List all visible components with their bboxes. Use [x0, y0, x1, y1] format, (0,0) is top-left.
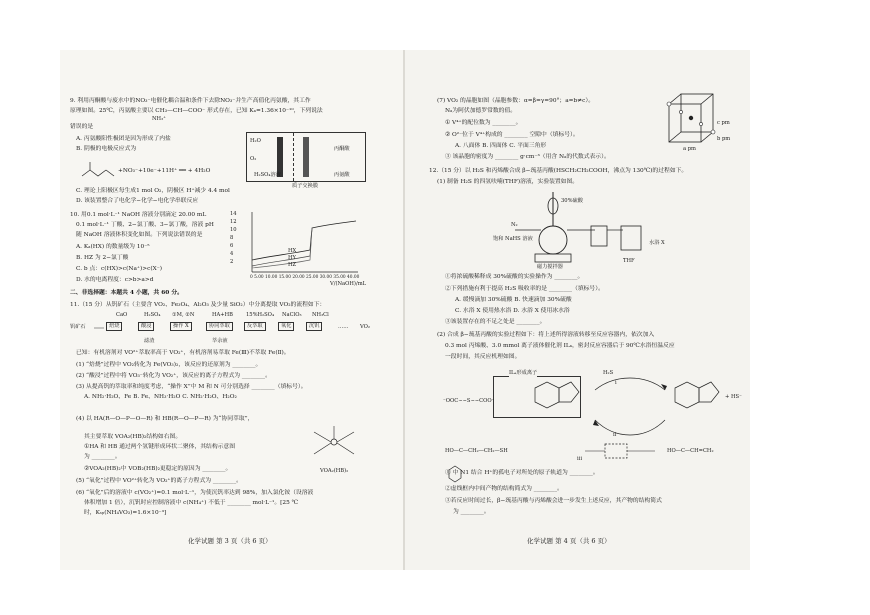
voab-structure: [304, 420, 364, 466]
flow-step-1: 焙烧: [106, 322, 122, 331]
q11-p6b: 体积增加 1 倍），沉钒时应控制溶液中 c(NH₄⁺) 不低于 ________ mol·L⁻¹。[25 ℃: [84, 500, 299, 506]
mech-h2s: H₂S: [603, 370, 614, 376]
q11-p4c: ①HA 和 HB 通过两个氢键形成环状二聚体，其结构示意图: [84, 444, 236, 450]
q12-q1: ① 中 N1 结合 H⁺的孤电子对所处的原子轨道为 ________。: [445, 470, 599, 476]
q10-line3: 随 NaOH 溶液体积变化如图。下列说法错误的是: [76, 232, 203, 238]
flow-top-1: H₂SO₄: [144, 312, 161, 318]
mech-step-i: i: [615, 380, 617, 386]
flow-top-0: CaO: [116, 312, 128, 318]
q12-item1: ①将浓硫酸稀释成 30%硫酸的实验操作为 ________。: [445, 274, 584, 280]
flow-step-2: 酸浸: [138, 322, 154, 331]
flow-step-7: 沉钒: [306, 322, 322, 331]
q10-option-a: A. Kₐ(HX) 的数量级为 10⁻⁵: [76, 244, 150, 250]
q11-known: 已知：有机溶剂对 VO²⁺萃取率高于 VO₂⁺，有机溶剂易萃取 Fe(Ⅲ)不萃取 Fe(Ⅱ)。: [76, 350, 290, 356]
flow-step-9: VO₂: [360, 324, 370, 330]
q12-item2-options1: A. 缓慢滴加 30%硫酸 B. 快速滴加 30%硫酸: [455, 297, 572, 303]
left-footer: 化学试题 第 3 页（共 6 页）: [188, 537, 272, 545]
q12-p2c: 一段时间，其反应机理如图。: [445, 354, 521, 360]
q11-p4b: 其主要萃取 VOA₂(HB)₂结构如右图。: [84, 434, 182, 440]
fig-pyruvate-label: 丙酮酸: [334, 146, 350, 152]
unit-cell-figure: [663, 90, 723, 148]
q11-p4e: ②VOA₂(HB)₂中 VOB₂(HB)₂更稳定的原因为 ________。: [84, 466, 232, 472]
q10-option-b: B. HZ 为 2−氯丁酸: [76, 255, 129, 261]
mechanism-scheme: [515, 380, 750, 470]
q11-p3-options: A. NH₂·H₂O、Fe B. Fe、NH₃·H₂O C. NH₂·H₂O、H₂O₂: [84, 394, 237, 400]
flow-step-3: 操作 X: [170, 322, 192, 331]
q7-item1: ① V⁴⁺的配位数为 ________。: [445, 120, 522, 126]
flow-bottom-0: 滤渣: [144, 338, 155, 344]
q11-p4d: 为 ________。: [84, 454, 121, 460]
flow-step-5: 反萃取: [244, 322, 266, 331]
graph-hx-label: HX: [288, 248, 297, 254]
right-page: [405, 50, 750, 570]
cell-b-label: b pm: [717, 136, 731, 142]
fig-caption: 质子交换膜: [292, 183, 318, 189]
app-thf-label: THF: [623, 258, 635, 264]
mech-hs: + HS⁻: [725, 394, 742, 400]
fig-h2so4-label: H₂SO₄溶液: [254, 172, 281, 178]
q11-p4a: (4) 以 HA(R—O—P—O—R) 和 HB(R—O—P—R) 为“协同萃取”，: [76, 416, 254, 422]
mech-left-anion: ⁻OOC∼∼S∼∼COO⁻: [443, 398, 495, 404]
proton-membrane: [293, 133, 295, 181]
q12-line1: 12.（15 分）以 H₂S 和丙烯酸合成 β−巯基丙酸(HSCH₂CH₂COOH，沸点为 130℃)的过程如下。: [429, 168, 688, 174]
mech-step-ii: ii: [613, 432, 617, 438]
flow-top-2: ①M, ②N: [172, 312, 195, 318]
q9-equation: +NO₃⁻+10e⁻+11H⁺ ══ + 4H₂O: [118, 168, 211, 174]
section-2-heading: 二、非选择题：本题共 4 小题，共 60 分。: [70, 290, 183, 296]
curve-hy: [252, 228, 312, 266]
q12-p2a: (2) 合成 β−巯基丙酸的实验过程如下：将上述所得溶液转移至反应容器内，依次加入: [437, 332, 655, 338]
q7-item2-options: A. 八面体 B. 四面体 C. 平面三角形: [455, 143, 547, 149]
flow-top-3: HA+HB: [212, 312, 233, 318]
q11-p1: (1) “焙烧”过程中 VO₂转化为 Fe(VO₃)₂，该反应的还原剂为 ________。: [76, 362, 262, 368]
q9-nh3: NH₃⁺: [152, 116, 166, 122]
q10-option-d: D. 水的电离程度：c>b>a>d: [76, 277, 154, 283]
fig-o2-label: O₂: [250, 156, 257, 162]
q12-q2: ②虚线框内中间产物的结构简式为 ________。: [445, 486, 563, 492]
anode-electrode: [277, 137, 283, 177]
flow-step-8: ……: [338, 324, 349, 330]
q9-line3: 错误的是: [70, 124, 94, 130]
app-nahs-label: 饱和 NaHS 溶液: [493, 236, 533, 242]
app-stirrer-label: 磁力搅拌器: [537, 264, 563, 270]
flow-top-4: 15%H₂SO₄: [246, 312, 275, 318]
q11-p6c: 时，Kₛₚ(NH₄VO₃)=1.6×10⁻³]: [84, 510, 167, 516]
pyruvate-structure: [80, 158, 120, 182]
flow-step-0: 钒矿石: [70, 324, 86, 330]
mech-acrylic: HO—C—CH=CH₂: [667, 448, 714, 454]
q9-option-a: A. 丙氨酸阳性极团是因为形成了内盐: [76, 136, 171, 142]
left-page: [60, 50, 405, 570]
app-n2-label: N₂: [511, 222, 518, 228]
mech-step-iii: iii: [577, 456, 582, 462]
curve-hz: [252, 228, 312, 268]
flow-bottom-1: 萃余液: [212, 338, 228, 344]
fig-h2o-label: H₂O: [250, 138, 261, 144]
q11-line1: 11.（15 分）从钒矿石（主要含 VO₂、Fe₃O₄、Al₂O₃ 及少量 SiO₂）中分离提取 VO₂的流程如下：: [70, 302, 326, 308]
curve-hx: [252, 221, 356, 260]
q11-p6a: (6) “氧化”后的溶液中 c(VO₂⁺)=0.1 mol·L⁻¹，为使沉钒率达到 98%，加入氯化铵（设溶液: [76, 490, 314, 496]
q10-option-c: C. b 点：c(HX)>c(Na⁺)>c(X⁻): [76, 266, 163, 272]
q12-item2-options2: C. 水浴 X 使用热水浴 D. 水浴 X 使用冰水浴: [455, 308, 570, 314]
graph-x-ticks: 0 5.00 10.00 15.00 20.00 25.00 30.00 35.00 40.00: [250, 275, 360, 280]
q9-option-c: C. 理论上阳极区每生成1 mol O₂，阴极区 H⁺减少 4.4 mol: [76, 188, 230, 194]
q7-item2: ② O²⁻位于 V⁴⁺构成的 ________ 空隙中（填标号）。: [445, 132, 579, 138]
q9-option-d: D. 该装置整合了电化学−化学−电化学串联反应: [76, 198, 199, 204]
fig-alanine-label: 丙氨酸: [334, 172, 350, 178]
q10-line2: 0.1 mol·L⁻¹ 丁酸、2−氯丁酸、3−氯丁酸，溶液 pH: [76, 222, 214, 228]
right-footer: 化学试题 第 4 页（共 6 页）: [527, 537, 611, 545]
graph-hz-label: HZ: [288, 262, 297, 268]
q12-line2: (1) 制备 H₂S 的四氢呋喃(THF)溶液，实验装置如图。: [437, 179, 579, 185]
q12-item3: ③该装置存在的不足之处是 ________。: [445, 319, 546, 325]
graph-hy-label: HY: [288, 255, 296, 261]
q12-q3b: 为 ________。: [453, 509, 490, 515]
flow-top-6: NH₃Cl: [312, 312, 329, 318]
voab-label: VOA₂(HB)₂: [320, 468, 349, 474]
app-water-label: 水浴 X: [649, 240, 665, 246]
cell-c-label: c pm: [717, 120, 730, 126]
app-acid-label: 30%硫酸: [561, 198, 583, 204]
flow-top-5: NaClO₃: [282, 312, 302, 318]
q7-item3: ③ 该晶胞的密度为 ________ g·cm⁻³（用含 Nₐ的代数式表示）。: [445, 154, 610, 160]
mech-product: HO—C—CH₂—CH₂—SH: [445, 448, 508, 454]
titration-graph: [240, 210, 360, 280]
cell-a-label: a pm: [683, 146, 696, 152]
cathode-electrode: [303, 137, 309, 177]
flow-arrow-line: [68, 326, 368, 330]
q10-line1: 10. 用0.1 mol·L⁻¹ NaOH 溶液分别滴定 20.00 mL: [70, 212, 207, 218]
flow-step-6: 氧化: [278, 322, 294, 331]
q12-q3a: ③若反应时间过长，β−巯基丙酸与丙烯酸会进一步发生上述反应，其产物的结构简式: [445, 498, 662, 504]
mech-il-label: ILₐ形成离子: [509, 370, 538, 376]
q11-p2: (2) “酸浸”过程中将 VO₃⁻转化为 VO₂⁺，该反应的离子方程式为 ________。: [76, 373, 271, 379]
q7-line2: Nₐ为阿伏加德罗常数的值。: [445, 108, 517, 114]
q11-p3: (3) 从提高钒的萃取率和纯度考虑，“操作 X”中 M 和 N 可分别选择 ________（填标号）。: [76, 384, 307, 390]
graph-y-ticks: 14 12 10 8 6 4 2: [230, 211, 237, 265]
q12-p2b: 0.3 mol 丙烯酸、3.0 mmol 离子液体催化剂 ILₐ，密封反应容器后于 90℃水浴恒温反应: [445, 343, 675, 349]
q9-line2: 原理如图。25℃，丙氨酸主要以 CH₃—CH—COO⁻ 形式存在，已知 Kₐ=1.36×10⁻¹⁰，下列说法: [70, 108, 323, 114]
q11-p5: (5) “氧化”过程中 VO²⁺转化为 VO₂⁺的离子方程式为 ________。: [76, 478, 242, 484]
graph-x-label: V/(NaOH)/mL: [330, 281, 367, 287]
q7-line1: (7) VO₂ 的晶胞如图（晶胞参数：α=β=γ=90°；a=b≠c）。: [437, 98, 595, 104]
q12-item2: ②下列措施有利于提高 H₂S 吸收率的是 ________（填标号）。: [445, 286, 604, 292]
flow-step-4: 协同萃取: [206, 322, 233, 331]
q9-option-b: B. 阴极的电极反应式为: [76, 146, 137, 152]
q9-line1: 9. 利用丙酮酸与废水中的NO₃⁻电催化耦合温和条件下去除NO₃⁻并生产高值化丙氨酸，其工作: [70, 98, 311, 104]
